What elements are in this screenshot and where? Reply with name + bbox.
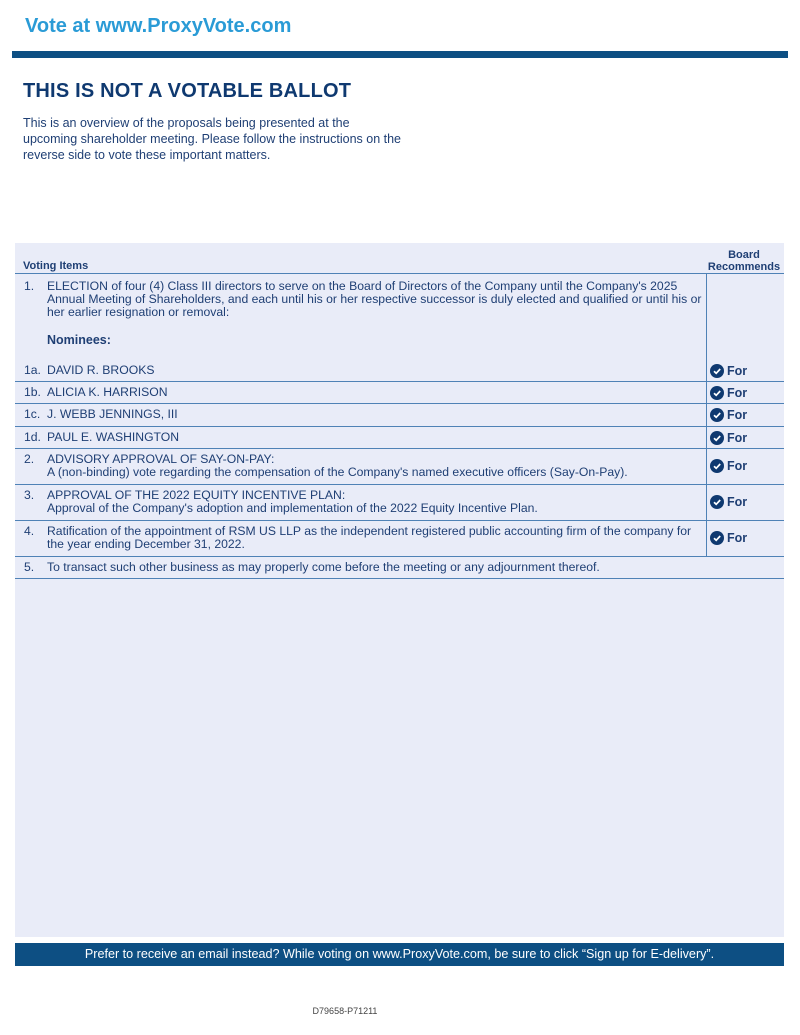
recommendation-column-divider [706, 273, 707, 557]
item-text: ELECTION of four (4) Class III directors to serve on the Board of Directors of the Company until the Company's 2025 Annual Meeting of Shareholders, and each until his or her respective successor is duly elected and qualified or until his or her earlier resignation or removal: [47, 279, 702, 319]
table-rule [15, 556, 784, 557]
board-header-line2: Recommends [707, 261, 781, 273]
recommendation-for [710, 495, 784, 509]
page-title: THIS IS NOT A VOTABLE BALLOT [23, 80, 352, 102]
item-text: J. WEBB JENNINGS, III [47, 407, 178, 421]
recommendation-for [710, 386, 784, 400]
check-circle-icon [710, 495, 724, 509]
intro-text: This is an overview of the proposals being presented at the upcoming shareholder meeting. Please follow the instructions on the reverse side to vote these important matters. [23, 116, 401, 162]
item-text: ALICIA K. HARRISON [47, 385, 168, 399]
check-circle-icon [710, 364, 724, 378]
item-description: A (non-binding) vote regarding the compensation of the Company's named executive officers (Say-On-Pay). [47, 465, 628, 479]
recommendation-label: For [727, 408, 748, 422]
item-text: Ratification of the appointment of RSM US LLP as the independent registered public accounting firm of the company for the year ending December 31, 2022. [47, 524, 692, 551]
check-circle-icon [710, 386, 724, 400]
table-rule [15, 448, 784, 449]
recommendation-label: For [727, 386, 748, 400]
item-number: 1b. [24, 385, 41, 399]
item-number: 4. [24, 524, 35, 538]
table-rule [15, 520, 784, 521]
item-title: APPROVAL OF THE 2022 EQUITY INCENTIVE PLAN: [47, 488, 346, 502]
recommendation-label: For [727, 364, 748, 378]
board-header-line1: Board [728, 249, 760, 261]
item-number: 1a. [24, 363, 41, 377]
item-number: 1c. [24, 407, 41, 421]
table-rule [15, 426, 784, 427]
item-number: 3. [24, 488, 35, 502]
item-number: 5. [24, 560, 35, 574]
check-circle-icon [710, 459, 724, 473]
document-id: D79658-P71211 [312, 1006, 378, 1016]
table-rule [15, 381, 784, 382]
item-text: To transact such other business as may properly come before the meeting or any adjournment thereof. [47, 560, 600, 574]
table-rule [15, 273, 784, 274]
item-text: DAVID R. BROOKS [47, 363, 155, 377]
item-title: ADVISORY APPROVAL OF SAY-ON-PAY: [47, 452, 275, 466]
item-text [47, 453, 705, 479]
item-number: 1d. [24, 430, 41, 444]
proxyvote-site-link[interactable]: Vote at www.ProxyVote.com [25, 15, 292, 37]
header-rule [12, 51, 788, 58]
table-rule [15, 578, 784, 579]
check-circle-icon [710, 408, 724, 422]
recommendation-for [710, 531, 784, 545]
item-text [47, 489, 705, 515]
board-recommends-header [704, 249, 784, 273]
item-description: Approval of the Company's adoption and implementation of the 2022 Equity Incentive Plan. [47, 501, 538, 515]
nominees-label: Nominees: [47, 333, 111, 347]
voting-items-header: Voting Items [23, 260, 89, 272]
recommendation-for [710, 408, 784, 422]
recommendation-for [710, 364, 784, 378]
recommendation-for [710, 431, 784, 445]
item-number: 1. [24, 279, 35, 293]
check-circle-icon [710, 431, 724, 445]
recommendation-label: For [727, 531, 748, 545]
recommendation-label: For [727, 459, 748, 473]
e-delivery-banner: Prefer to receive an email instead? While voting on www.ProxyVote.com, be sure to click “Sign up for E-delivery”. [15, 943, 784, 966]
item-number: 2. [24, 452, 35, 466]
recommendation-label: For [727, 431, 748, 445]
recommendation-label: For [727, 495, 748, 509]
item-text: PAUL E. WASHINGTON [47, 430, 180, 444]
table-rule [15, 484, 784, 485]
recommendation-for [710, 459, 784, 473]
table-rule [15, 403, 784, 404]
voting-items-panel [15, 243, 784, 937]
check-circle-icon [710, 531, 724, 545]
